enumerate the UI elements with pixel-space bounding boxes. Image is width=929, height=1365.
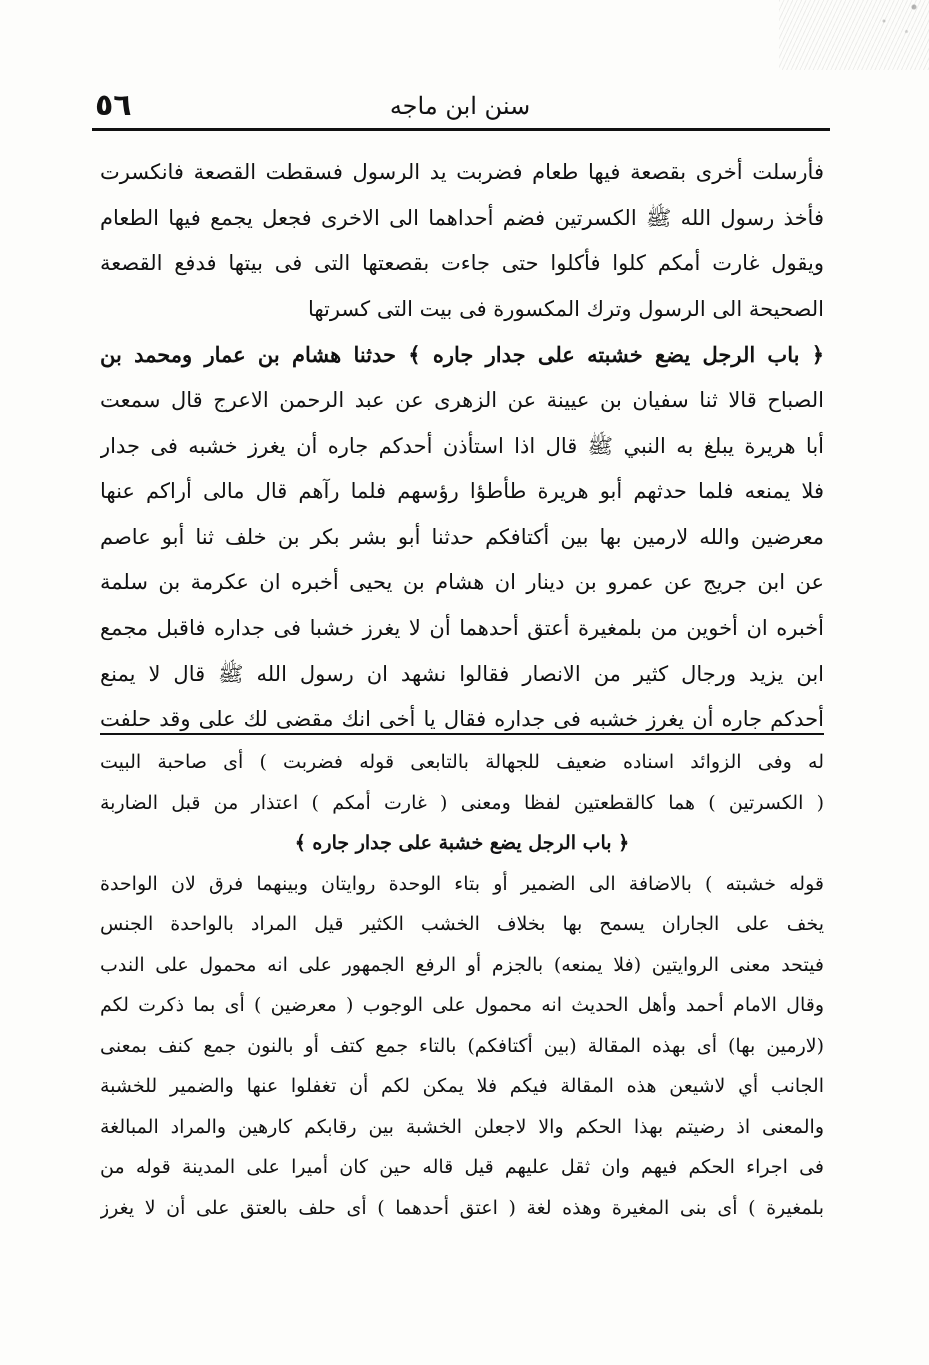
commentary-line: قوله خشبته ) بالاضافة الى الضمير أو بتاء الوحدة روايتان وبينهما فرق لان الواحدة bbox=[100, 872, 824, 895]
commentary-line: بلمغيرة ) أى بنى المغيرة وهذه لغة ( اعتق أحدهما ) أى حلف بالعتق على أن لا يغرز bbox=[100, 1196, 824, 1219]
commentary-line: فى اجراء الحكم فيهم وان ثقل عليهم قيل قاله حين كان أميرا على المدينة قوله من bbox=[100, 1156, 824, 1178]
running-title: سنن ابن ماجه bbox=[389, 92, 531, 120]
main-text-line: معرضين والله لارمين بها بين أكتافكم حدثنا أبو بشر بكر بن خلف ثنا أبو عاصم bbox=[100, 524, 824, 549]
main-text-line: أخبره ان أخوين من بلمغيرة أعتق أحدهما أن لا يغرز خشبا فى جداره فاقبل مجمع bbox=[100, 615, 824, 640]
commentary-line: وقال الامام أحمد وأهل الحديث انه محمول على الوجوب ( معرضين ) أى بما ذكرت لكم bbox=[100, 994, 824, 1016]
header-rule bbox=[92, 128, 830, 131]
main-text-line: أحدكم جاره أن يغرز خشبه فى جداره فقال يا أخى انك مقضى لك على وقد حلفت bbox=[100, 707, 824, 732]
footnote-divider bbox=[100, 733, 824, 735]
commentary-line: له وفى الزوائد اسناده ضعيف للجهالة بالتابعى قوله فضربت ) أى صاحبة البيت bbox=[100, 751, 824, 773]
main-text-line: أبا هريرة يبلغ به النبي ﷺ قال اذا استأذن أحدكم جاره أن يغرز خشبه فى جدار bbox=[100, 433, 824, 458]
commentary-line: الجانب أي لاشيعن هذه المقالة فيكم فلا يمكن لكم أن تغفلوا عنها والضمير للخشبة bbox=[100, 1075, 824, 1097]
main-text-line: عن ابن جريج عن عمرو بن دينار ان هشام بن يحيى أخبره ان عكرمة بن سلمة bbox=[100, 570, 824, 595]
chapter-heading-line: ﴿ باب الرجل يضع خشبته على جدار جاره ﴾ حدثنا هشام بن عمار ومحمد بن bbox=[100, 342, 824, 368]
main-text-line: الصحيحة الى الرسول وترك المكسورة فى بيت التى كسرتها bbox=[307, 296, 824, 321]
main-text-line: ابن يزيد ورجال كثير من الانصار فقالوا نشهد ان رسول الله ﷺ قال لا يمنع bbox=[100, 661, 824, 686]
page-header bbox=[95, 88, 825, 126]
commentary-line: ( الكسرتين ) هما كالقطعتين لفظا ومعنى ( غارت أمكم ) اعتذار من قبل الضاربة bbox=[100, 791, 824, 814]
commentary-line: فيتحد معنى الروايتين (فلا يمنعه) بالجزم أو الرفع الجمهور على انه محمول على الندب bbox=[100, 953, 824, 976]
main-text bbox=[100, 150, 824, 743]
main-text-line: فأرسلت أخرى بقصعة فيها طعام فضربت يد الرسول فسقطت القصعة فانكسرت bbox=[100, 160, 824, 184]
commentary-text bbox=[100, 742, 824, 1228]
commentary-chapter-heading: ﴿ باب الرجل يضع خشبة على جدار جاره ﴾ bbox=[294, 832, 630, 854]
main-text-line: فلا يمنعه فلما حدثهم أبو هريرة طأطؤا رؤسهم فلما رآهم قال مالى أراكم عنها bbox=[100, 479, 824, 504]
commentary-line: يخف على الجاران يسمح بها بخلاف الخشب الكثير قيل المراد بالواحدة الجنس bbox=[100, 913, 824, 935]
main-text-line: ويقول غارت أمكم كلوا فأكلوا حتى جاءت بقصعتها التى فى بيتها فدفع القصعة bbox=[100, 251, 824, 276]
main-text-line: الصباح قالا ثنا سفيان بن عيينة عن الزهرى عن عبد الرحمن الاعرج قال سمعت bbox=[100, 387, 824, 412]
page-number: ٥٦ bbox=[95, 88, 132, 123]
main-text-line: فأخذ رسول الله ﷺ الكسرتين فضم أحداهما الى الاخرى فجعل يجمع فيها الطعام bbox=[100, 205, 824, 230]
commentary-line: والمعنى اذ رضيتم بهذا الحكم والا لاجعلن الخشبة بين رقابكم كارهين والمراد المبالغة bbox=[100, 1115, 824, 1138]
commentary-line: (لارمين بها) أى بهذه المقالة (بين أكتافكم) بالتاء جمع كتف أو بالنون جمع كنف بمعنى bbox=[100, 1034, 824, 1057]
scan-noise bbox=[779, 0, 929, 70]
